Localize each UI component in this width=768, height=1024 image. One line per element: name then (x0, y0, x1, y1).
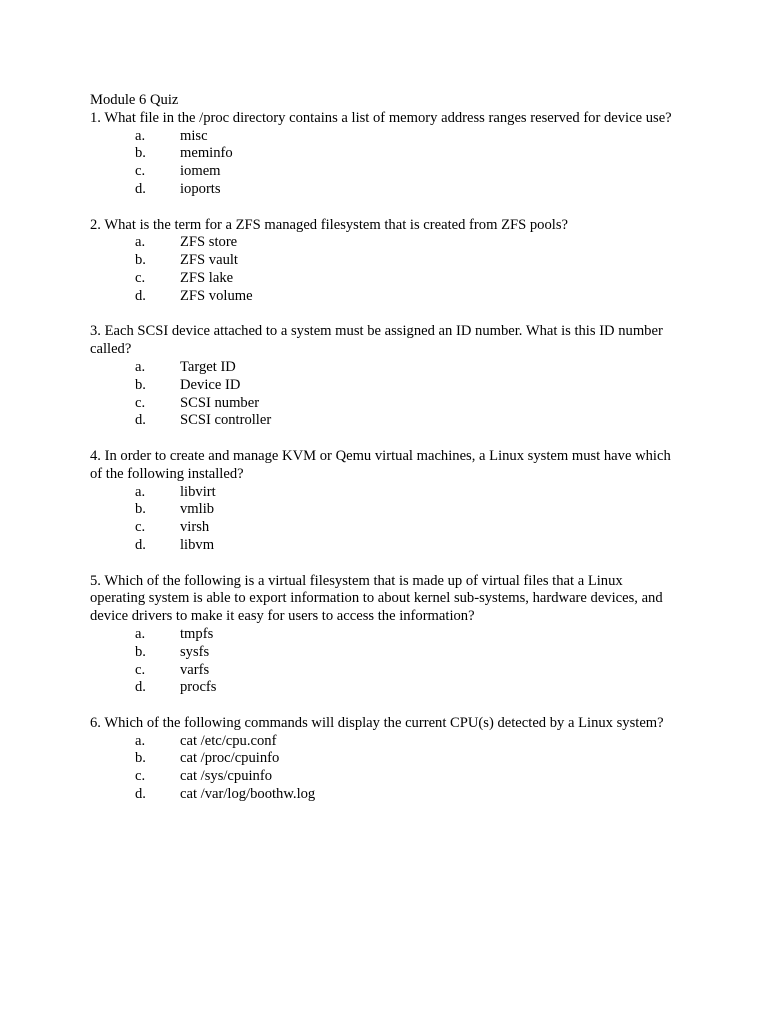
option-letter: b. (135, 750, 146, 767)
option-letter: b. (135, 145, 146, 162)
option-text: libvirt (180, 483, 216, 500)
answer-option (90, 484, 680, 502)
option-text: ZFS volume (180, 287, 253, 304)
quiz-document (90, 92, 680, 822)
answer-option (90, 128, 680, 146)
option-letter: c. (135, 269, 146, 286)
option-text: virsh (180, 519, 210, 536)
option-text: meminfo (180, 145, 233, 162)
option-letter: c. (135, 768, 146, 785)
answer-options (90, 484, 680, 555)
option-letter: b. (135, 501, 146, 518)
option-letter: c. (135, 519, 146, 536)
option-text: ioports (180, 180, 221, 197)
question-1 (90, 110, 680, 199)
option-text: Device ID (180, 376, 241, 393)
option-text: cat /var/log/boothw.log (180, 786, 316, 803)
answer-option (90, 181, 680, 199)
answer-option (90, 626, 680, 644)
option-text: ZFS store (180, 234, 238, 251)
option-letter: b. (135, 376, 146, 393)
option-text: Target ID (180, 358, 236, 375)
option-letter: d. (135, 786, 146, 803)
option-text: ZFS vault (180, 252, 238, 269)
option-letter: d. (135, 412, 146, 429)
option-letter: d. (135, 536, 146, 553)
answer-options (90, 733, 680, 804)
answer-option (90, 537, 680, 555)
option-text: ZFS lake (180, 269, 234, 286)
option-letter: a. (135, 234, 146, 251)
option-letter: d. (135, 287, 146, 304)
question-stem: 2. What is the term for a ZFS managed filesystem that is created from ZFS pools? (90, 216, 568, 233)
option-text: cat /sys/cpuinfo (180, 768, 273, 785)
answer-option (90, 252, 680, 270)
option-letter: c. (135, 163, 146, 180)
answer-option (90, 163, 680, 181)
answer-option (90, 679, 680, 697)
option-text: cat /etc/cpu.conf (180, 732, 277, 749)
option-text: tmpfs (180, 625, 214, 642)
question-stem: 5. Which of the following is a virtual filesystem that is made up of virtual files that a Linux operating system is able to export information to about kernel sub-systems, hardware devices, and device drivers to make it easy for users to access the information? (90, 572, 663, 625)
option-letter: a. (135, 625, 146, 642)
answer-option (90, 733, 680, 751)
answer-option (90, 662, 680, 680)
option-text: iomem (180, 163, 221, 180)
answer-option (90, 288, 680, 306)
answer-option (90, 501, 680, 519)
answer-option (90, 145, 680, 163)
question-4 (90, 448, 680, 555)
answer-option (90, 786, 680, 804)
answer-option (90, 644, 680, 662)
answer-option (90, 359, 680, 377)
option-text: vmlib (180, 501, 215, 518)
question-2 (90, 217, 680, 306)
option-text: varfs (180, 661, 210, 678)
option-letter: d. (135, 180, 146, 197)
question-stem: 3. Each SCSI device attached to a system must be assigned an ID number. What is this ID number called? (90, 323, 663, 358)
option-text: SCSI controller (180, 412, 272, 429)
answer-options (90, 128, 680, 199)
question-3 (90, 323, 680, 430)
document-title: Module 6 Quiz (90, 92, 179, 108)
option-text: misc (180, 127, 208, 144)
option-letter: a. (135, 732, 146, 749)
answer-option (90, 519, 680, 537)
answer-options (90, 234, 680, 305)
answer-option (90, 768, 680, 786)
answer-options (90, 359, 680, 430)
option-letter: a. (135, 358, 146, 375)
answer-option (90, 377, 680, 395)
answer-options (90, 626, 680, 697)
option-letter: c. (135, 661, 146, 678)
option-text: SCSI number (180, 394, 260, 411)
option-letter: b. (135, 252, 146, 269)
question-6 (90, 715, 680, 804)
question-stem: 4. In order to create and manage KVM or Qemu virtual machines, a Linux system must have which of the following installed? (90, 447, 671, 482)
option-letter: d. (135, 679, 146, 696)
option-text: sysfs (180, 643, 210, 660)
option-text: procfs (180, 679, 217, 696)
option-letter: a. (135, 127, 146, 144)
question-stem: 1. What file in the /proc directory contains a list of memory address ranges reserved for device use? (90, 109, 672, 126)
option-letter: c. (135, 394, 146, 411)
question-5 (90, 573, 680, 698)
option-text: libvm (180, 536, 215, 553)
option-text: cat /proc/cpuinfo (180, 750, 280, 767)
answer-option (90, 234, 680, 252)
question-stem: 6. Which of the following commands will display the current CPU(s) detected by a Linux system? (90, 714, 664, 731)
option-letter: b. (135, 643, 146, 660)
answer-option (90, 270, 680, 288)
answer-option (90, 750, 680, 768)
answer-option (90, 395, 680, 413)
answer-option (90, 412, 680, 430)
option-letter: a. (135, 483, 146, 500)
